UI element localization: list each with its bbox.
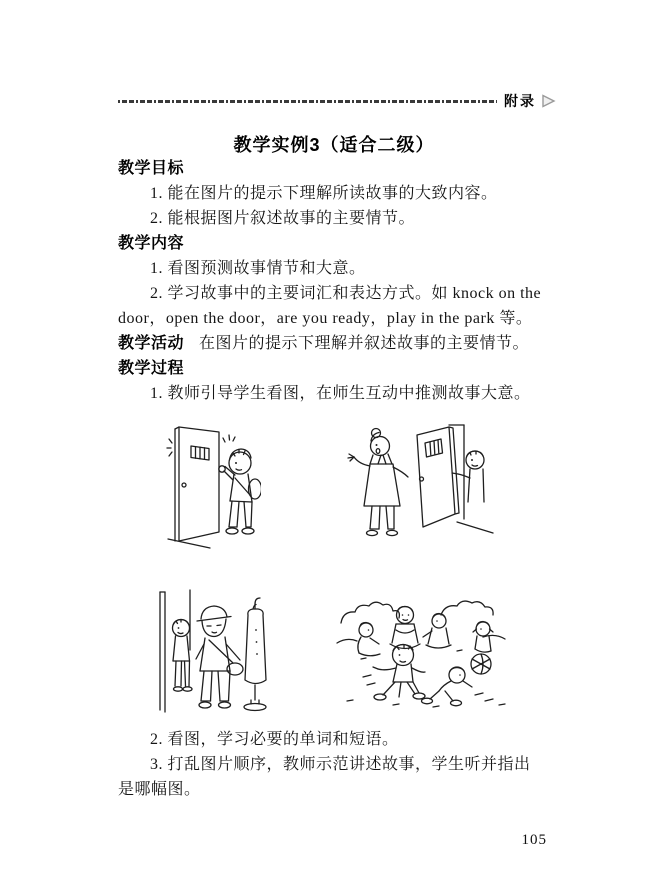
body-text-lower — [118, 727, 558, 802]
process-heading: 教学过程 — [118, 360, 185, 377]
page-title: 教学实例3（适合二级） — [233, 135, 435, 155]
right-triangle-icon — [541, 94, 556, 108]
dotted-rule — [118, 100, 497, 103]
page-number: 105 — [521, 832, 547, 848]
content-item-2-line-1: 2. 学习故事中的主要词汇和表达方式。如 knock on the — [150, 285, 542, 302]
illustration-children-in-park — [333, 585, 513, 711]
appendix-label: 附录 — [504, 93, 536, 109]
illustration-boys-and-coat-stand — [152, 588, 272, 716]
running-head — [118, 92, 556, 110]
process-item-3-line-2: 是哪幅图。 — [118, 781, 201, 798]
body-text-upper — [118, 156, 558, 406]
process-item-1: 1. 教师引导学生看图，在师生互动中推测故事大意。 — [150, 385, 531, 402]
activity-line — [118, 331, 558, 356]
content-item-1: 1. 看图预测故事情节和大意。 — [150, 260, 366, 277]
activity-heading: 教学活动 — [118, 335, 185, 352]
content-heading: 教学内容 — [118, 235, 185, 252]
illustration-woman-opening-door — [345, 422, 495, 544]
goals-item-2: 2. 能根据图片叙述故事的主要情节。 — [150, 210, 416, 227]
content-item-2-line-2: door，open the door，are you ready，play in the park 等。 — [118, 310, 533, 327]
goals-heading: 教学目标 — [118, 160, 185, 177]
illustration-boy-knocking-on-door — [166, 421, 261, 549]
activity-text: 在图片的提示下理解并叙述故事的主要情节。 — [199, 335, 530, 352]
goals-item-1: 1. 能在图片的提示下理解所读故事的大致内容。 — [150, 185, 498, 202]
process-item-3-line-1: 3. 打乱图片顺序，教师示范讲述故事，学生听并指出 — [150, 756, 531, 773]
process-item-2: 2. 看图，学习必要的单词和短语。 — [150, 731, 399, 748]
